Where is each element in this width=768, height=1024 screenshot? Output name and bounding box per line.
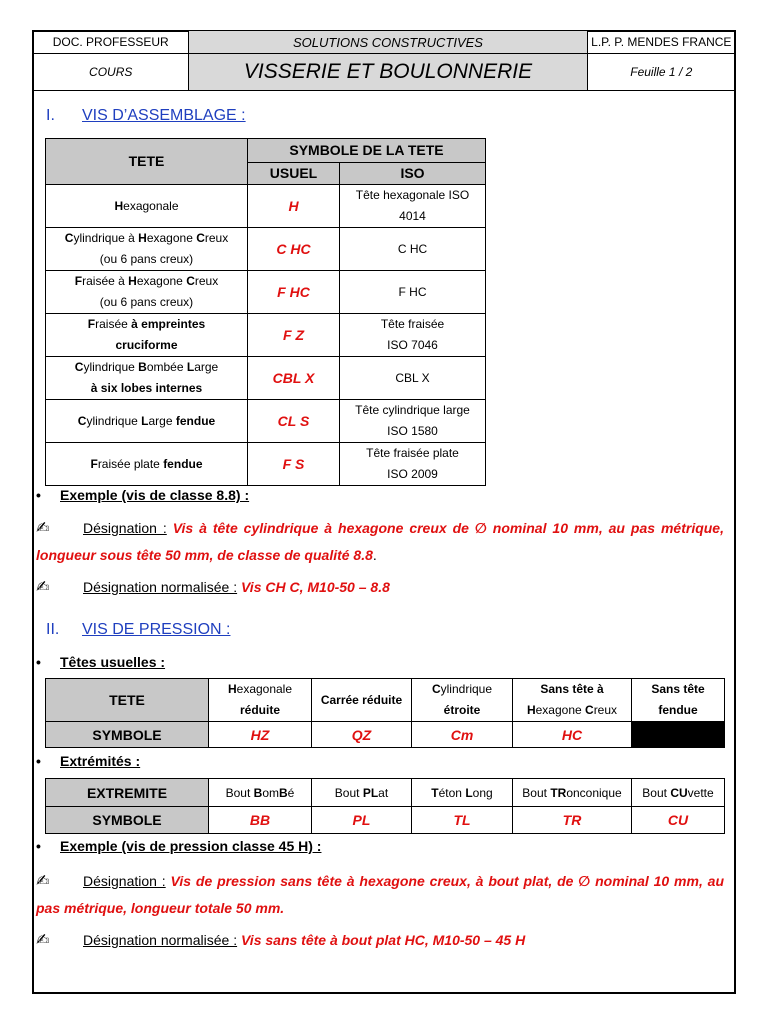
- head-col-3: Cylindrique étroite: [412, 679, 513, 722]
- group-head-symbole: SYMBOLE DE LA TETE: [248, 139, 486, 163]
- header-title: VISSERIE ET BOULONNERIE: [189, 54, 587, 91]
- row-head-name: Cylindrique à Hexagone Creux (ou 6 pans creux): [46, 228, 248, 271]
- ends-table: [45, 778, 725, 834]
- row-iso-1: Tête cylindrique large: [355, 403, 470, 417]
- row-head-name-2: cruciforme: [115, 338, 178, 352]
- row-usuel: CL S: [248, 400, 340, 443]
- row-iso-2: 4014: [399, 209, 426, 223]
- norm-designation-1: [36, 574, 724, 601]
- section-1-heading: [46, 107, 246, 125]
- head-symbol-table: [45, 138, 486, 486]
- head-sym-1: HZ: [209, 722, 312, 748]
- sub-head-iso: ISO: [340, 163, 486, 185]
- end-col-3: Téton Long: [412, 779, 513, 807]
- row-head-extremite: EXTREMITE: [46, 779, 209, 807]
- header-doc: DOC. PROFESSEUR: [33, 31, 189, 54]
- row-usuel: F S: [248, 443, 340, 486]
- designation-2-label: Désignation :: [83, 873, 166, 889]
- end-col-4: Bout TRonconique: [513, 779, 632, 807]
- row-head-name-2: à six lobes internes: [90, 381, 203, 395]
- norm-1-label: Désignation normalisée :: [83, 579, 238, 595]
- designation-2: [36, 868, 724, 921]
- end-col-5: Bout CUvette: [632, 779, 725, 807]
- row-iso-1: Tête fraisée plate: [366, 446, 459, 460]
- norm-2-label: Désignation normalisée :: [83, 932, 238, 948]
- col-head-tete: TETE: [46, 139, 248, 185]
- row-iso: F HC: [340, 271, 486, 314]
- end-sym-4: TR: [513, 807, 632, 834]
- header-subject: SOLUTIONS CONSTRUCTIVES: [189, 31, 587, 54]
- end-sym-5: CU: [632, 807, 725, 834]
- head-col-1: Hexagonale réduite: [209, 679, 312, 722]
- norm-1-text: Vis CH C, M10-50 – 8.8: [240, 579, 390, 595]
- table-row: [46, 443, 486, 486]
- row-head-name-2: (ou 6 pans creux): [99, 252, 194, 266]
- section-2-number: II.: [46, 621, 60, 638]
- table-row: [46, 271, 486, 314]
- row-usuel: F Z: [248, 314, 340, 357]
- section-2-title: VIS DE PRESSION :: [82, 621, 231, 638]
- pressure-heads-table: [45, 678, 725, 748]
- table-row: [46, 400, 486, 443]
- head-col-4: Sans tête à Hexagone Creux: [513, 679, 632, 722]
- pencil-icon: ✍: [36, 520, 50, 537]
- row-head-name: Fraisée à Hexagone Creux (ou 6 pans creux): [46, 271, 248, 314]
- pencil-icon: ✍: [36, 932, 50, 949]
- head-sym-2: QZ: [312, 722, 412, 748]
- end-col-1: Bout BomBé: [209, 779, 312, 807]
- table-row: [46, 185, 486, 228]
- header-table: [32, 30, 736, 91]
- head-col-5: Sans tête fendue: [632, 679, 725, 722]
- row-usuel: F HC: [248, 271, 340, 314]
- bullet-icon: •: [36, 487, 41, 503]
- row-head-symbole-2: SYMBOLE: [46, 807, 209, 834]
- sub-head-usuel: USUEL: [248, 163, 340, 185]
- end-col-2: Bout PLat: [312, 779, 412, 807]
- header-type: COURS: [33, 54, 189, 91]
- row-usuel: C HC: [248, 228, 340, 271]
- end-sym-1: BB: [209, 807, 312, 834]
- row-iso: [340, 443, 486, 486]
- norm-designation-2: [36, 927, 724, 954]
- row-iso-2: ISO 2009: [387, 467, 438, 481]
- row-head-name: Hexagonale: [46, 185, 248, 228]
- table-row: [46, 357, 486, 400]
- bullet-icon: •: [36, 654, 41, 670]
- header-sheet: Feuille 1 / 2: [587, 54, 735, 91]
- heads-title: • Têtes usuelles :: [36, 654, 166, 670]
- row-iso: [340, 314, 486, 357]
- example-1-title: • Exemple (vis de classe 8.8) :: [36, 487, 250, 503]
- row-head-name: Cylindrique Large fendue: [46, 400, 248, 443]
- row-head-name: Cylindrique Bombée Large à six lobes internes: [46, 357, 248, 400]
- designation-2-text: Vis de pression sans tête à hexagone creux, à bout plat, de ∅ nominal 10 mm, au pas métrique, longueur totale 50 mm.: [36, 873, 725, 916]
- row-iso: [340, 185, 486, 228]
- designation-1: ✍ Désignation : Vis à tête cylindrique à hexagone creux de ∅ nominal 10 mm, au pas métrique, longueur sous tête 50 mm, de classe de qualité 8.8.: [36, 515, 724, 568]
- row-iso-2: ISO 1580: [387, 424, 438, 438]
- row-iso-2: ISO 7046: [387, 338, 438, 352]
- table-row: [46, 314, 486, 357]
- head-sym-3: Cm: [412, 722, 513, 748]
- row-iso-1: Tête hexagonale ISO: [355, 188, 470, 202]
- row-head-symbole: SYMBOLE: [46, 722, 209, 748]
- designation-1-label: Désignation :: [83, 520, 167, 536]
- end-sym-3: TL: [412, 807, 513, 834]
- bullet-icon: •: [36, 838, 41, 854]
- ends-title: • Extrémités :: [36, 753, 141, 769]
- section-1-title: VIS D’ASSEMBLAGE :: [82, 107, 246, 124]
- row-head-name: Fraisée plate fendue: [46, 443, 248, 486]
- row-iso: C HC: [340, 228, 486, 271]
- row-head-name: Fraisée à empreintes cruciforme: [46, 314, 248, 357]
- pencil-icon: ✍: [36, 873, 50, 890]
- row-iso-1: Tête fraisée: [380, 317, 445, 331]
- bullet-icon: •: [36, 753, 41, 769]
- row-usuel: H: [248, 185, 340, 228]
- table-row: [46, 228, 486, 271]
- norm-2-text: Vis sans tête à bout plat HC, M10-50 – 45 H: [240, 932, 526, 948]
- head-sym-5-blank: [632, 722, 725, 748]
- head-sym-4: HC: [513, 722, 632, 748]
- end-sym-2: PL: [312, 807, 412, 834]
- header-school: L.P. P. MENDES FRANCE: [587, 31, 735, 54]
- row-usuel: CBL X: [248, 357, 340, 400]
- row-head-tete: TETE: [46, 679, 209, 722]
- example-2-title: • Exemple (vis de pression classe 45 H) :: [36, 838, 322, 854]
- row-iso: CBL X: [340, 357, 486, 400]
- designation-1-text: Vis à tête cylindrique à hexagone creux de ∅ nominal 10 mm, au pas métrique, longueur sous tête 50 mm, de classe de qualité 8.8: [36, 520, 724, 563]
- pencil-icon: ✍: [36, 579, 50, 596]
- head-col-2: Carrée réduite: [312, 679, 412, 722]
- row-head-name-2: (ou 6 pans creux): [99, 295, 194, 309]
- row-iso: [340, 400, 486, 443]
- section-1-number: I.: [46, 107, 55, 124]
- section-2-heading: [46, 621, 230, 639]
